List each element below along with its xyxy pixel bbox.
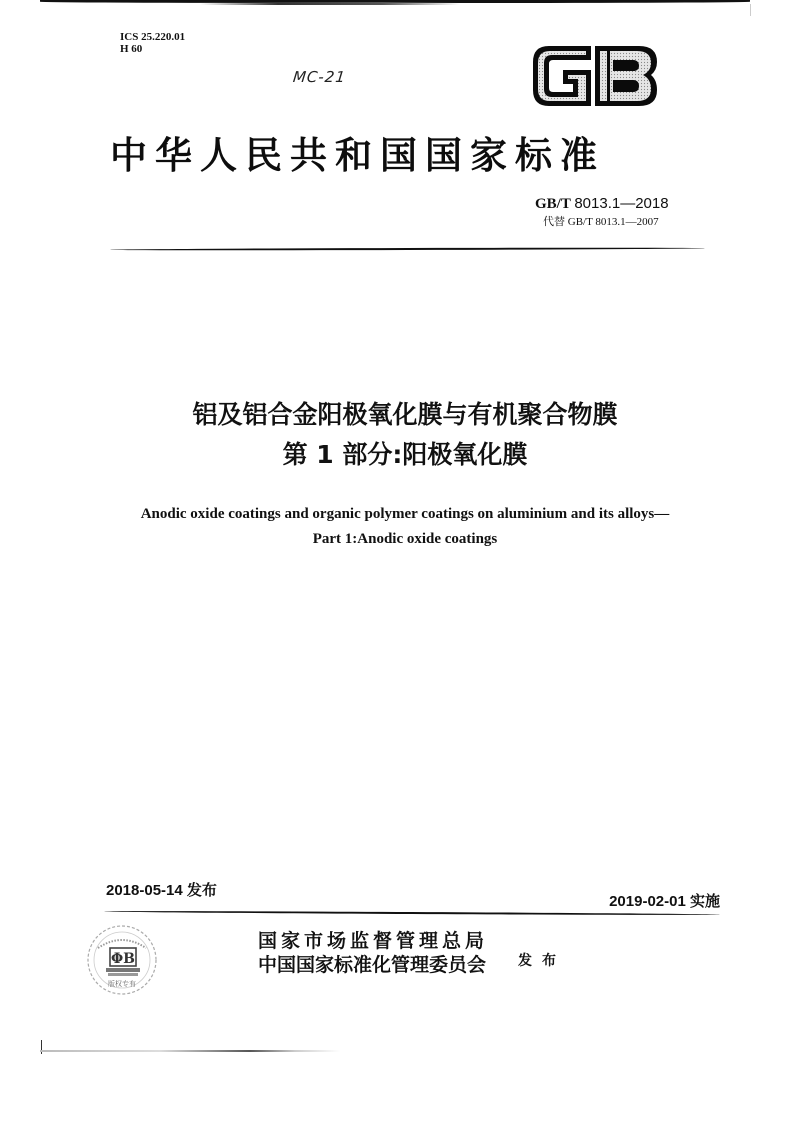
- scan-edge-bottom: [40, 1050, 340, 1052]
- english-title: [100, 502, 710, 552]
- ccs-code: H 60: [120, 43, 143, 55]
- issuing-authorities: [258, 929, 488, 977]
- ics-code: ICS 25.220.01: [120, 31, 186, 43]
- handwritten-note: MC-21: [292, 68, 347, 86]
- implementation-date: 2019-02-01 实施: [609, 893, 720, 910]
- replaces-standard: 代替 GB/T 8013.1—2007: [543, 216, 659, 228]
- english-title-line-1: Anodic oxide coatings and organic polymer coatings on aluminium and its alloys—: [140, 506, 670, 522]
- divider-bottom: [104, 910, 720, 915]
- issuer-samr: 国家市场监督管理总局: [258, 930, 489, 952]
- issue-date: 2018-05-14 发布: [106, 882, 217, 899]
- gb-logo-icon: [529, 40, 661, 112]
- chinese-title: [100, 395, 710, 475]
- issuer-sac: 中国国家标准化管理委员会: [258, 954, 487, 976]
- english-title-line-2: Part 1:Anodic oxide coatings: [312, 531, 498, 547]
- standard-prefix: GB/T: [535, 196, 571, 212]
- chinese-title-line-1: 铝及铝合金阳极氧化膜与有机聚合物膜: [192, 400, 618, 429]
- standard-number-value: 8013.1—2018: [574, 195, 669, 212]
- document-type-title: 中华人民共和国国家标准: [110, 133, 605, 177]
- svg-text:版权专有: 版权专有: [108, 980, 136, 988]
- copyright-seal-icon: [84, 922, 160, 998]
- svg-text:ΦB: ΦB: [110, 951, 136, 967]
- scan-mark: [750, 4, 751, 16]
- standard-number: [535, 195, 669, 213]
- classification-codes: [120, 31, 185, 55]
- scan-edge-top: [40, 0, 750, 3]
- chinese-title-line-2: 第 1 部分:阳极氧化膜: [282, 440, 528, 469]
- publish-label: 发布: [518, 953, 566, 969]
- divider-top: [110, 247, 705, 251]
